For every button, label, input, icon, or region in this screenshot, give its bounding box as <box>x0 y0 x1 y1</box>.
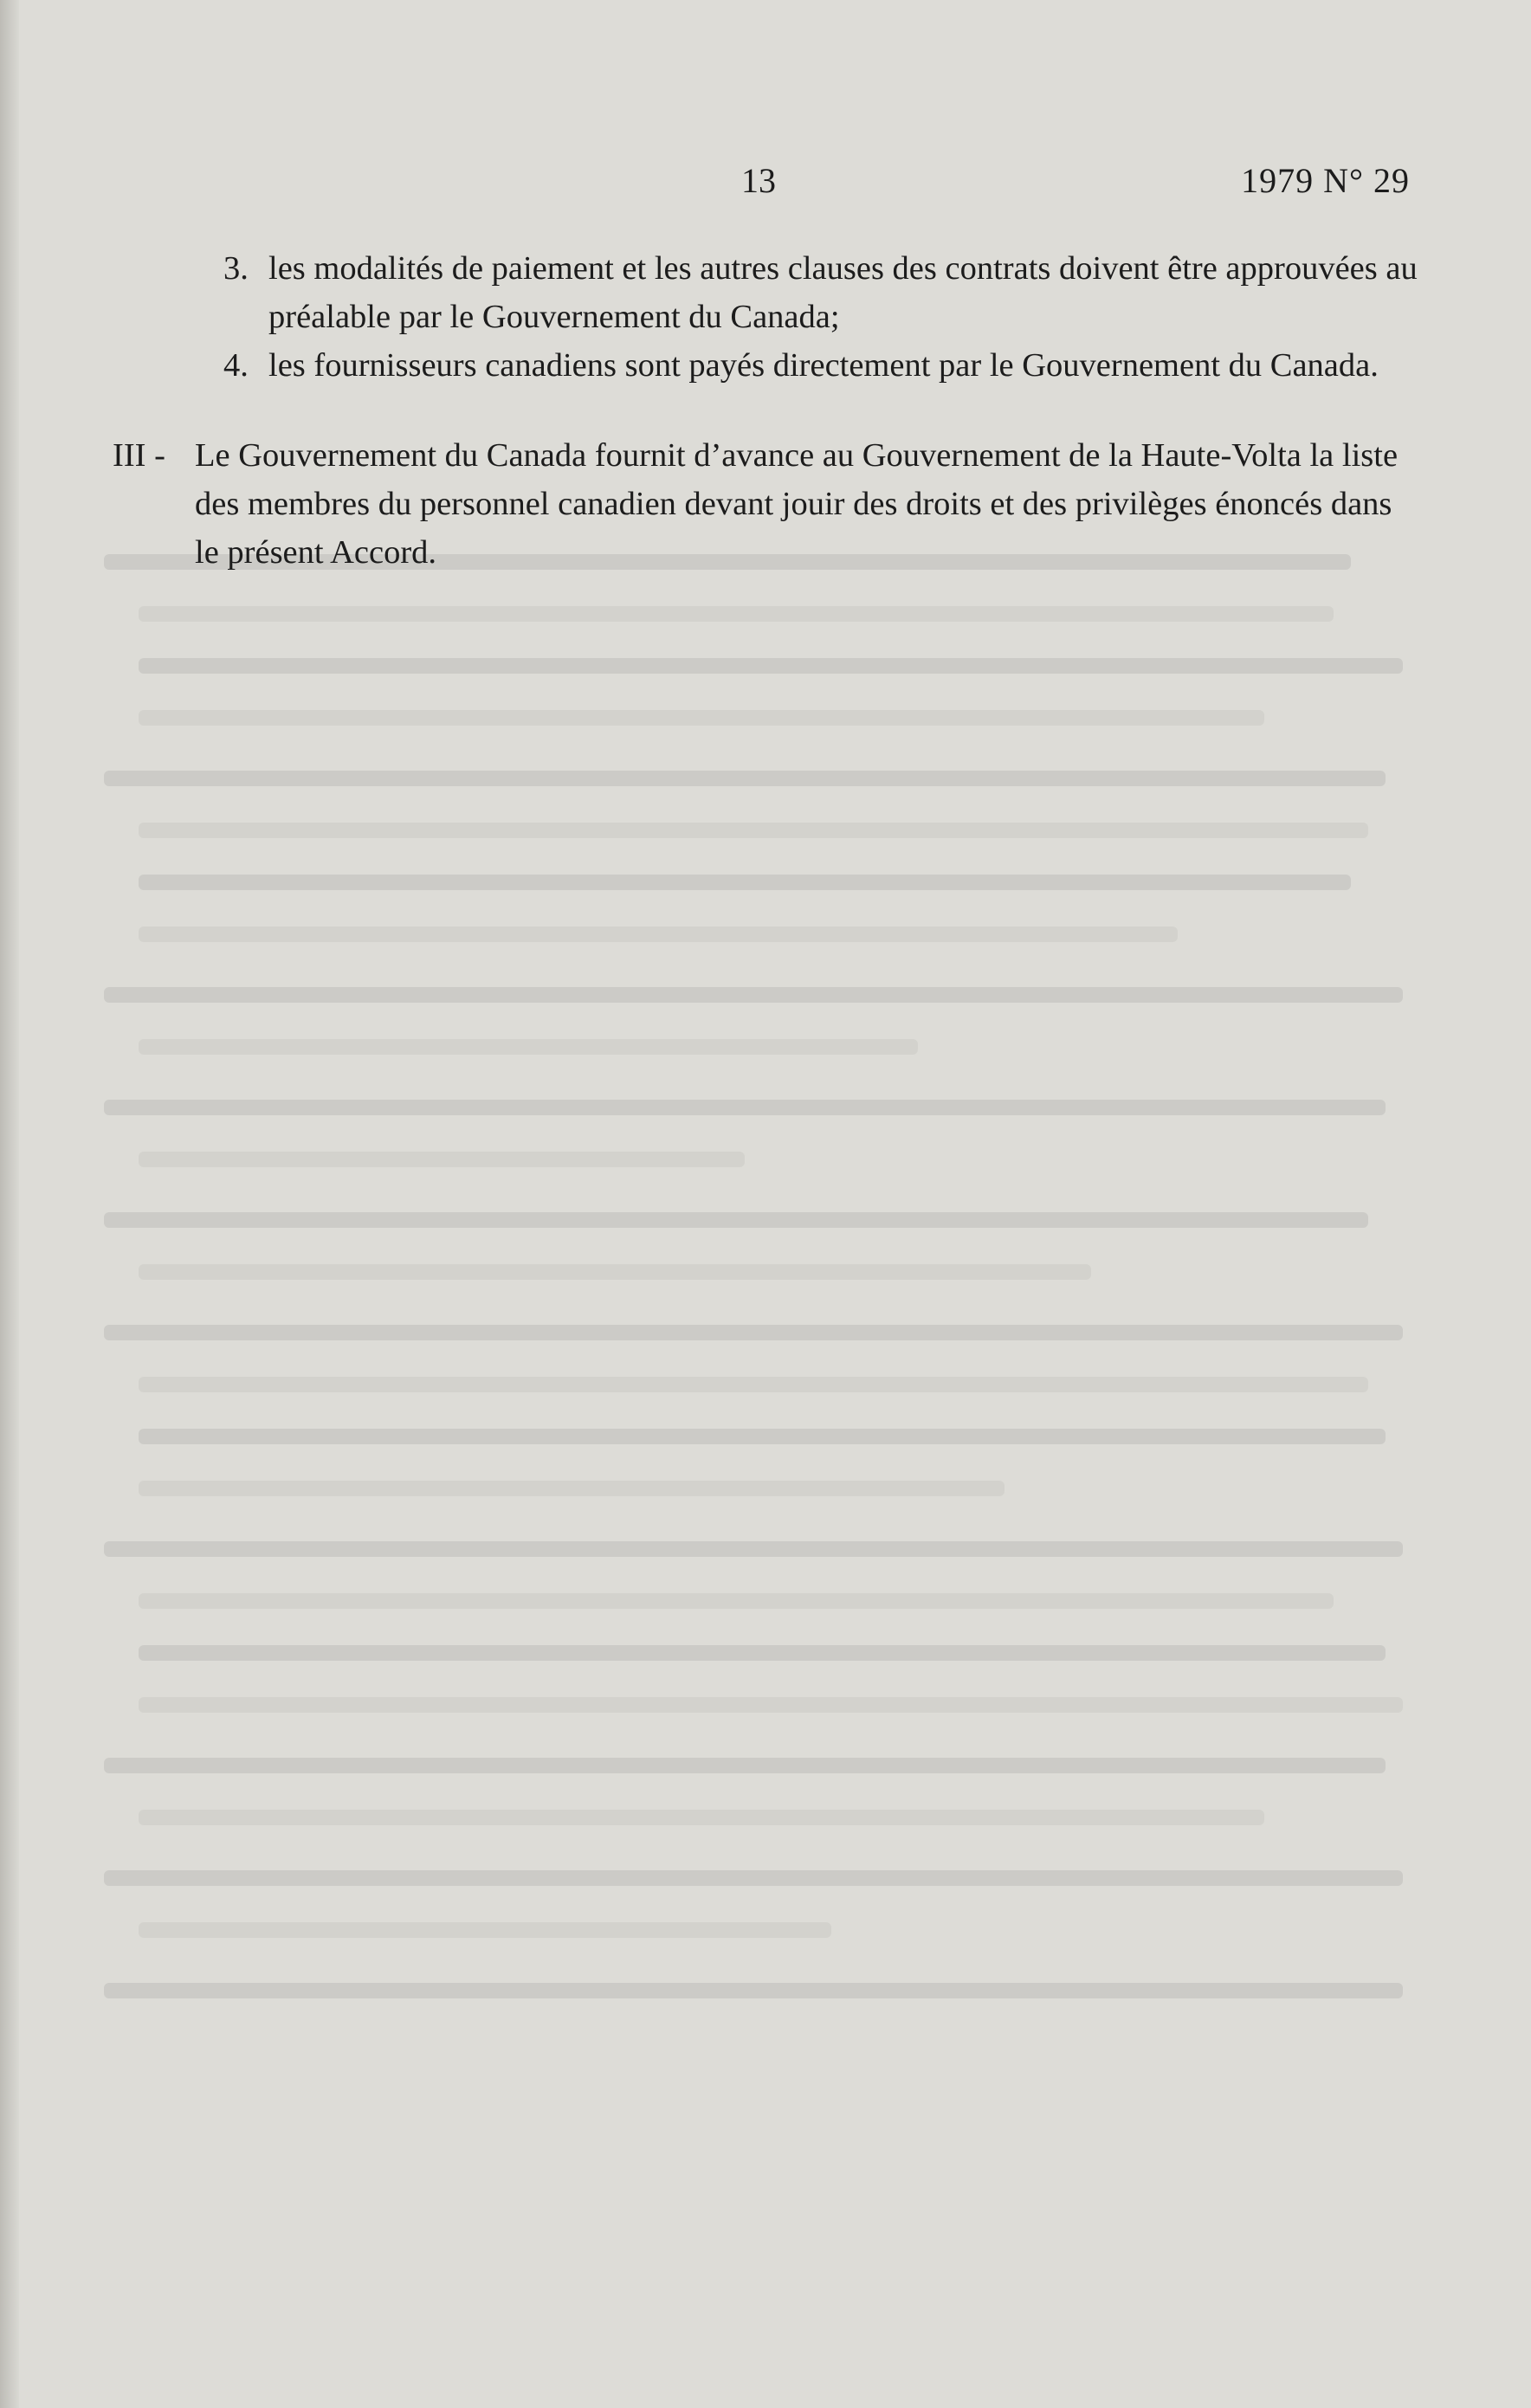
year-and-number: 1979 N° 29 <box>1241 161 1410 200</box>
list-item-number: 4. <box>223 347 249 384</box>
section-numeral: III - <box>113 437 165 474</box>
list-item <box>223 341 1420 390</box>
binding-edge <box>0 0 19 2408</box>
list-item-text: les modalités de paiement et les autres clauses des contrats doivent être approuvées au préalable par le Gouvernement du Canada; <box>268 250 1418 335</box>
reverse-side-show-through <box>104 554 1420 2026</box>
list-item <box>223 244 1420 341</box>
list-item-text: les fournisseurs canadiens sont payés directement par le Gouvernement du Canada. <box>268 347 1379 384</box>
list-item-number: 3. <box>223 250 249 287</box>
page-header <box>0 160 1531 212</box>
section-iii <box>113 431 1420 577</box>
section-text: Le Gouvernement du Canada fournit d’avance au Gouvernement de la Haute-Volta la liste des membres du personnel canadien devant jouir des droits et des privilèges énoncés dans le présent Accord. <box>195 437 1399 571</box>
page-number: 13 <box>741 161 776 200</box>
document-body <box>113 244 1420 577</box>
